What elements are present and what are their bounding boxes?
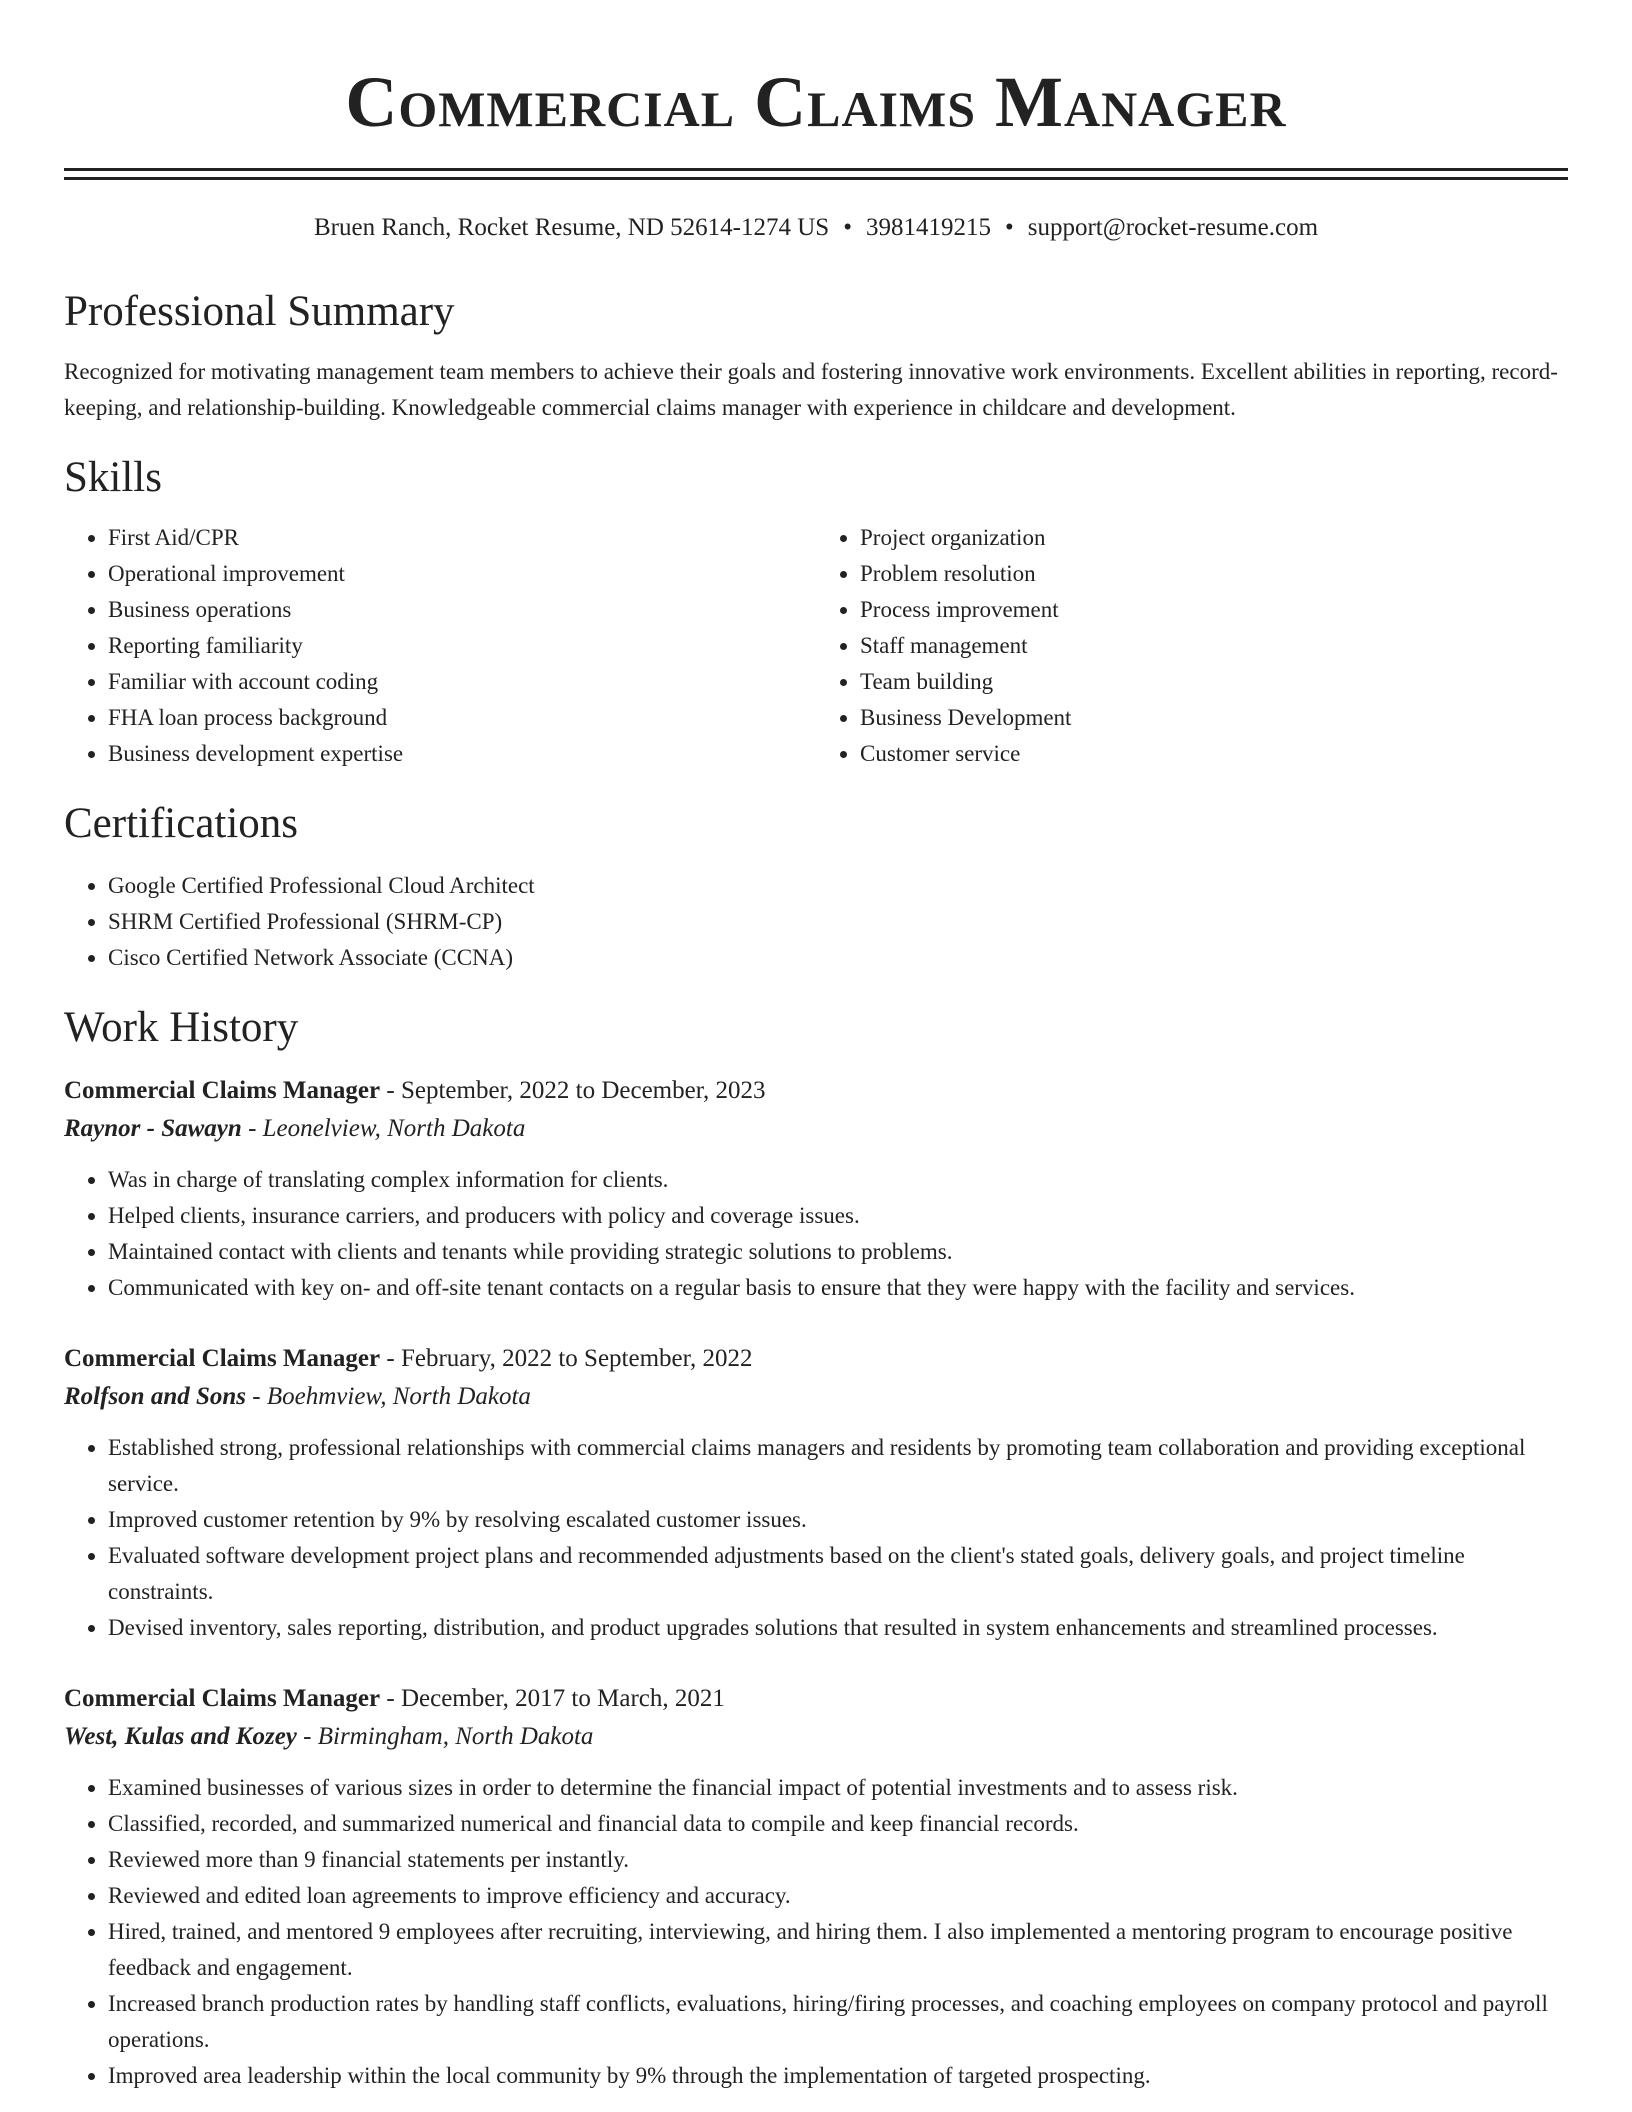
- company-location: - Leonelview, North Dakota: [241, 1115, 526, 1142]
- job-header: [64, 1340, 1568, 1378]
- job-bullet: • Was in charge of translating complex information for clients.: [108, 1162, 1568, 1198]
- contact-address: Bruen Ranch, Rocket Resume, ND 52614-1274 US: [313, 214, 830, 241]
- skill-item: • Staff management: [860, 628, 1568, 664]
- job-dates: - September, 2022 to December, 2023: [380, 1077, 766, 1104]
- company-name: Raynor - Sawayn: [64, 1115, 242, 1142]
- skill-item: • Reporting familiarity: [108, 628, 816, 664]
- title-rule-top: [64, 168, 1568, 171]
- certification-item: • Google Certified Professional Cloud Architect: [108, 868, 1568, 904]
- job-bullet: • Increased branch production rates by handling staff conflicts, evaluations, hiring/firing processes, and coaching employees on company protocol and payroll operations.: [108, 1986, 1568, 2058]
- skills-grid: [64, 520, 1568, 772]
- title-rule-bottom: [64, 177, 1568, 180]
- skills-column-right: [816, 520, 1568, 772]
- job-bullet: • Reviewed more than 9 financial statements per instantly.: [108, 1842, 1568, 1878]
- job-header: [64, 1072, 1568, 1110]
- company-line: [64, 1378, 1568, 1416]
- skill-item: • First Aid/CPR: [108, 520, 816, 556]
- job-bullet: • Helped clients, insurance carriers, and producers with policy and coverage issues.: [108, 1198, 1568, 1234]
- job-bullet: • Classified, recorded, and summarized numerical and financial data to compile and keep financial records.: [108, 1806, 1568, 1842]
- skill-item: • Process improvement: [860, 592, 1568, 628]
- resume-content: [64, 0, 1568, 2094]
- job-bullet: • Maintained contact with clients and tenants while providing strategic solutions to problems.: [108, 1234, 1568, 1270]
- section-heading-certifications: Certifications: [64, 800, 299, 847]
- skill-item: • Business operations: [108, 592, 816, 628]
- section-heading-skills: Skills: [64, 454, 162, 501]
- contact-separator: •: [843, 214, 852, 241]
- job-bullet: • Examined businesses of various sizes in order to determine the financial impact of potential investments and to assess risk.: [108, 1770, 1568, 1806]
- skill-item: • Problem resolution: [860, 556, 1568, 592]
- skill-item: • Team building: [860, 664, 1568, 700]
- job-bullets: [64, 1162, 1568, 1306]
- job-bullet: • Reviewed and edited loan agreements to improve efficiency and accuracy.: [108, 1878, 1568, 1914]
- job-dates: - February, 2022 to September, 2022: [380, 1345, 753, 1372]
- job-bullet: • Established strong, professional relationships with commercial claims managers and residents by promoting team collaboration and providing exceptional service.: [108, 1430, 1568, 1502]
- skill-item: • Business development expertise: [108, 736, 816, 772]
- skill-item: • Customer service: [860, 736, 1568, 772]
- company-line: [64, 1718, 1568, 1756]
- job-bullet: • Improved customer retention by 9% by resolving escalated customer issues.: [108, 1502, 1568, 1538]
- job-bullet: • Improved area leadership within the local community by 9% through the implementation of targeted prospecting.: [108, 2058, 1568, 2094]
- contact-email[interactable]: support@rocket-resume.com: [1027, 214, 1319, 241]
- company-location: - Birmingham, North Dakota: [296, 1723, 594, 1750]
- contact-separator: •: [1004, 214, 1014, 241]
- skill-item: • Operational improvement: [108, 556, 816, 592]
- job-bullet: • Devised inventory, sales reporting, distribution, and product upgrades solutions that resulted in system enhancements and streamlined processes.: [108, 1610, 1568, 1646]
- job-bullet: • Evaluated software development project plans and recommended adjustments based on the client's stated goals, delivery goals, and project timeline constraints.: [108, 1538, 1568, 1610]
- work-history-list: [64, 1072, 1568, 2094]
- job-title: Commercial Claims Manager: [64, 1345, 381, 1372]
- resume-title: Commercial Claims Manager: [345, 62, 1287, 142]
- job-entry: [64, 1680, 1568, 2094]
- section-heading-summary: Professional Summary: [64, 288, 455, 335]
- company-location: - Boehmview, North Dakota: [246, 1383, 531, 1410]
- skills-column-left: [64, 520, 816, 772]
- job-entry: [64, 1072, 1568, 1306]
- section-heading-work-history: Work History: [64, 1004, 299, 1051]
- job-header: [64, 1680, 1568, 1718]
- skills-list-left: [64, 520, 816, 772]
- job-bullet: • Communicated with key on- and off-site tenant contacts on a regular basis to ensure that they were happy with the facility and services.: [108, 1270, 1568, 1306]
- job-bullet: • Hired, trained, and mentored 9 employees after recruiting, interviewing, and hiring them. I also implemented a mentoring program to encourage positive feedback and engagement.: [108, 1914, 1568, 1986]
- skill-item: • Business Development: [860, 700, 1568, 736]
- company-line: [64, 1110, 1568, 1148]
- skill-item: • FHA loan process background: [108, 700, 816, 736]
- job-title: Commercial Claims Manager: [64, 1077, 381, 1104]
- job-title: Commercial Claims Manager: [64, 1685, 381, 1712]
- company-name: Rolfson and Sons: [64, 1383, 247, 1410]
- job-bullets: [64, 1430, 1568, 1646]
- skills-list-right: [816, 520, 1568, 772]
- summary-text: Recognized for motivating management team members to achieve their goals and fostering innovative work environments. Excellent abilities in reporting, record-keeping, and relationship-building. Knowledgeable commercial claims manager with experience in childcare and development.: [64, 359, 1558, 420]
- job-dates: - December, 2017 to March, 2021: [380, 1685, 725, 1712]
- contact-line: [64, 212, 1568, 244]
- certification-item: • SHRM Certified Professional (SHRM-CP): [108, 904, 1568, 940]
- skill-item: • Project organization: [860, 520, 1568, 556]
- company-name: West, Kulas and Kozey: [64, 1723, 297, 1750]
- job-entry: [64, 1340, 1568, 1646]
- certification-item: • Cisco Certified Network Associate (CCNA): [108, 940, 1568, 976]
- job-bullets: [64, 1770, 1568, 2094]
- skill-item: • Familiar with account coding: [108, 664, 816, 700]
- contact-phone: 3981419215: [865, 214, 991, 241]
- certifications-list: [64, 868, 1568, 976]
